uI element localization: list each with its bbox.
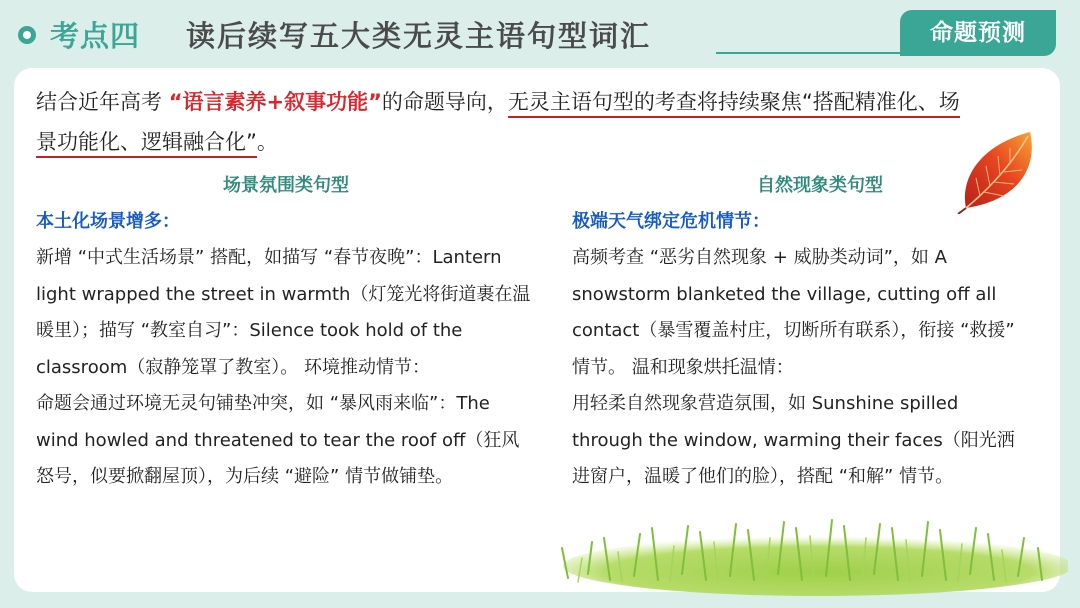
section-label: 考点四 bbox=[50, 19, 141, 53]
left-paragraph-1: 新增 “中式生活场景” 搭配，如描写 “春节夜晚”：Lantern light wrapped the street in warmth（灯笼光将街道裹在温暖里）；描写 “教室自习”：Silence took hold of the classroom（寂静笼罩了教室）。 环境推动情节： bbox=[36, 247, 531, 378]
intro-underlined-2: 景功能化、逻辑融合化” bbox=[36, 130, 257, 158]
right-column-title: 自然现象类句型 bbox=[757, 175, 883, 196]
slide-header bbox=[0, 0, 1080, 68]
right-column-subhead: 极端天气绑定危机情节： bbox=[572, 211, 770, 232]
prediction-badge: 命题预测 bbox=[900, 10, 1056, 56]
intro-highlight: “语言素养+叙事功能” bbox=[168, 90, 382, 114]
right-paragraph-1: 高频考查 “恶劣自然现象 + 威胁类动词”，如 A snowstorm blanketed the village, cutting off all contact（暴雪覆盖村庄，切断所有联系），衔接 “救援” 情节。 温和现象烘托温情： bbox=[572, 247, 1015, 378]
grass-decoration-icon bbox=[548, 508, 1068, 600]
page-title: 读后续写五大类无灵主语句型词汇 bbox=[186, 19, 652, 53]
right-column bbox=[572, 168, 1032, 496]
left-column-title: 场景氛围类句型 bbox=[223, 175, 349, 196]
intro-paragraph bbox=[36, 82, 1066, 162]
intro-end: 。 bbox=[256, 130, 278, 154]
circle-bullet-icon bbox=[18, 26, 36, 44]
left-column-subhead: 本土化场景增多： bbox=[36, 211, 180, 232]
left-column bbox=[36, 168, 536, 496]
intro-underlined-1: 无灵主语句型的考查将持续聚焦“搭配精准化、场 bbox=[508, 90, 960, 118]
left-paragraph-2: 命题会通过环境无灵句铺垫冲突，如 “暴风雨来临”：The wind howled and threatened to tear the roof off（狂风怒号，似要掀翻屋顶），为后续 “避险” 情节做铺垫。 bbox=[36, 393, 520, 487]
right-paragraph-2: 用轻柔自然现象营造氛围，如 Sunshine spilled through the window, warming their faces（阳光洒进窗户，温暖了他们的脸），搭配 “和解” 情节。 bbox=[572, 393, 1015, 487]
intro-text-2: 的命题导向， bbox=[381, 90, 508, 114]
header-divider bbox=[716, 52, 900, 54]
intro-text-1: 结合近年高考 bbox=[36, 90, 162, 114]
